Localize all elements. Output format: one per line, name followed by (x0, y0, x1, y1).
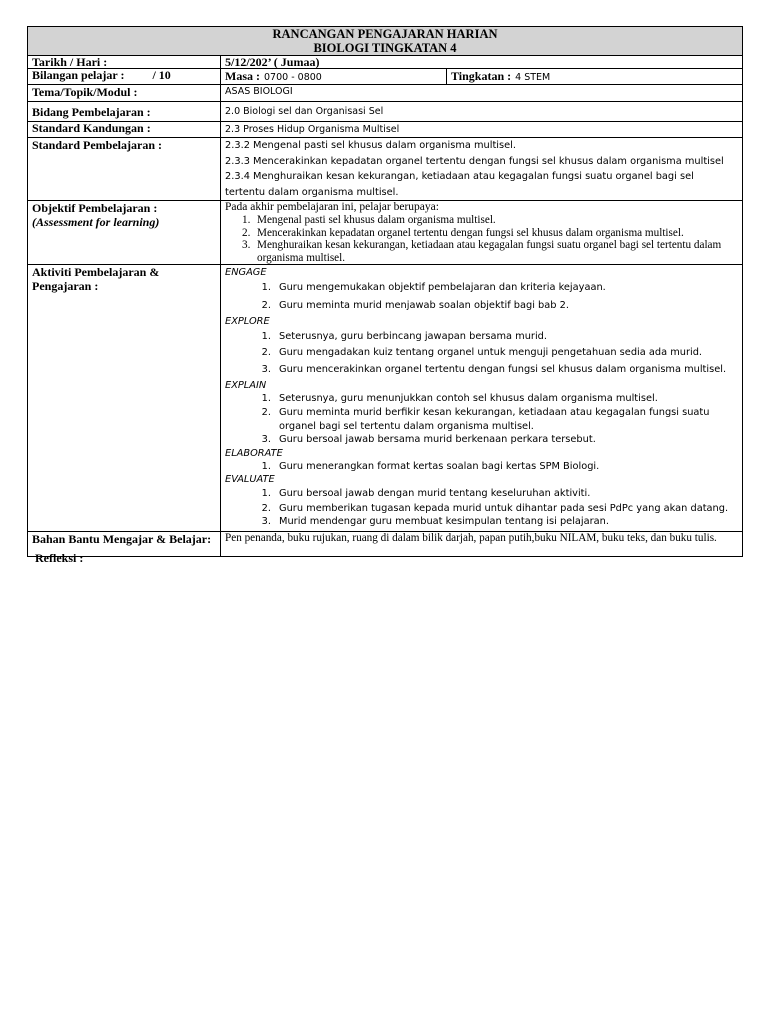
list-text: Guru meminta murid menjawab soalan objektif bagi bab 2. (279, 299, 569, 311)
bilangan-value: / 10 (152, 68, 171, 82)
list-number: 2. (261, 502, 271, 514)
evaluate-heading: EVALUATE (225, 474, 275, 485)
list-text: Guru memberikan tugasan kepada murid untuk dihantar pada sesi PdPc yang akan datang. (279, 502, 729, 514)
list-text: Guru bersoal jawab dengan murid tentang keseluruhan aktiviti. (279, 488, 591, 499)
aktiviti-cell (28, 265, 221, 532)
bahan-label: Bahan Bantu Mengajar & Belajar: (28, 531, 221, 556)
tema-label: Tema/Topik/Modul : (28, 85, 221, 102)
list-number: 2. (261, 407, 271, 418)
tema-value: ASAS BIOLOGI (221, 85, 743, 102)
list-text: Mencerakinkan kepadatan organel tertentu dengan fungsi sel khusus dalam organisma multisel. (257, 226, 684, 239)
objektif-content (221, 201, 743, 265)
list-number: 1. (261, 460, 271, 472)
list-item (225, 406, 738, 433)
list-item (225, 433, 738, 447)
list-item (225, 392, 738, 406)
list-item (225, 299, 738, 313)
list-item (225, 515, 738, 529)
standard-pembelajaran-row (28, 138, 743, 201)
lesson-plan-table (27, 26, 743, 557)
explore-heading: EXPLORE (225, 316, 270, 327)
objektif-list (225, 214, 738, 264)
bidang-label: Bidang Pembelajaran : (28, 102, 221, 122)
tarikh-label: Tarikh / Hari : (28, 56, 221, 69)
list-item (225, 239, 738, 264)
header-row (28, 27, 743, 56)
tingkatan-cell (447, 69, 743, 85)
list-number: 1. (242, 214, 251, 226)
list-text: Guru bersoal jawab bersama murid berkenaan perkara tersebut. (279, 434, 596, 445)
aktiviti-label-line1: Aktiviti Pembelajaran & (32, 265, 160, 279)
document-header (28, 27, 743, 56)
bilangan-label: Bilangan pelajar : (32, 68, 125, 82)
kandungan-row (28, 122, 743, 138)
kandungan-label: Standard Kandungan : (28, 122, 221, 138)
list-text: Guru menerangkan format kertas soalan bagi kertas SPM Biologi. (279, 460, 600, 472)
list-item (225, 502, 738, 516)
list-text: Guru mengemukakan objektif pembelajaran dan kriteria kejayaan. (279, 282, 606, 293)
objektif-label: Objektif Pembelajaran : (32, 201, 158, 215)
masa-cell (221, 69, 447, 85)
tema-row (28, 85, 743, 102)
list-item (225, 227, 738, 240)
tarikh-row (28, 56, 743, 69)
document-subtitle: BIOLOGI TINGKATAN 4 (313, 41, 457, 55)
engage-heading: ENGAGE (225, 267, 267, 278)
list-text: Menghuraikan kesan kekurangan, ketiadaan atau kegagalan fungsi suatu organel bagi sel tertentu dalam organisma multisel. (257, 239, 722, 264)
sp-item-1: 2.3.2 Mengenal pasti sel khusus dalam organisma multisel. (225, 140, 516, 151)
list-text: Murid mendengar guru membuat kesimpulan tentang isi pelajaran. (279, 516, 609, 527)
list-item (225, 363, 738, 377)
aktiviti-row (28, 265, 743, 532)
explain-heading: EXPLAIN (225, 379, 267, 391)
aktiviti-label-line2: Pengajaran : (32, 279, 99, 293)
bidang-row (28, 102, 743, 122)
list-item (225, 460, 738, 474)
list-item (225, 281, 738, 295)
bahan-row (28, 531, 743, 556)
document-title: RANCANGAN PENGAJARAN HARIAN (272, 27, 498, 41)
list-number: 3. (242, 239, 251, 251)
list-number: 3. (261, 516, 271, 527)
tarikh-value: 5/12/202’ ( Jumaa) (221, 56, 743, 69)
list-number: 1. (261, 392, 271, 404)
list-number: 1. (261, 331, 271, 342)
lesson-plan-sheet (27, 26, 742, 557)
list-number: 2. (261, 346, 271, 358)
objektif-cell (28, 201, 221, 265)
list-item (225, 346, 738, 360)
list-text: Guru mengadakan kuiz tentang organel untuk menguji pengetahuan sedia ada murid. (279, 346, 703, 358)
standard-pembelajaran-label: Standard Pembelajaran : (28, 138, 221, 201)
bilangan-cell (28, 69, 221, 85)
kandungan-value: 2.3 Proses Hidup Organisma Multisel (221, 122, 743, 138)
objektif-sublabel: (Assessment for learning) (32, 215, 160, 229)
list-number: 1. (261, 488, 271, 499)
refleksi-label: Refleksi : (35, 551, 84, 565)
list-text: Guru meminta murid berfikir kesan kekurangan, ketiadaan atau kegagalan fungsi suatu organel bagi sel tertentu dalam organisma multisel. (279, 407, 710, 432)
masa-label: Masa : (225, 69, 260, 83)
list-text: Seterusnya, guru menunjukkan contoh sel khusus dalam organisma multisel. (279, 392, 658, 404)
tingkatan-value: 4 STEM (515, 72, 551, 83)
list-number: 2. (242, 226, 251, 239)
list-text: Seterusnya, guru berbincang jawapan bersama murid. (279, 331, 547, 342)
tingkatan-label: Tingkatan : (451, 69, 512, 83)
list-number: 3. (261, 364, 271, 375)
objektif-row (28, 201, 743, 265)
sp-item-2: 2.3.3 Mencerakinkan kepadatan organel tertentu dengan fungsi sel khusus dalam organisma multisel (225, 155, 724, 167)
list-number: 3. (261, 434, 271, 445)
aktiviti-content (221, 265, 743, 532)
bidang-value: 2.0 Biologi sel dan Organisasi Sel (221, 102, 743, 122)
list-number: 1. (261, 282, 271, 293)
bilangan-row (28, 69, 743, 85)
list-item (225, 214, 738, 227)
elaborate-heading: ELABORATE (225, 447, 283, 459)
objektif-intro: Pada akhir pembelajaran ini, pelajar berupaya: (225, 201, 439, 213)
list-text: Guru mencerakinkan organel tertentu dengan fungsi sel khusus dalam organisma multisel. (279, 364, 727, 375)
bahan-value: Pen penanda, buku rujukan, ruang di dalam bilik darjah, papan putih,buku NILAM, buku teks, dan buku tulis. (221, 531, 743, 556)
list-item (225, 330, 738, 344)
masa-value: 0700 - 0800 (264, 72, 322, 83)
list-item (225, 487, 738, 501)
list-number: 2. (261, 299, 271, 311)
list-text: Mengenal pasti sel khusus dalam organisma multisel. (257, 214, 496, 226)
standard-pembelajaran-list (221, 138, 743, 201)
sp-item-3: 2.3.4 Menghuraikan kesan kekurangan, ketiadaan atau kegagalan fungsi suatu organel bagi sel tertentu dalam organisma multisel. (225, 171, 694, 198)
